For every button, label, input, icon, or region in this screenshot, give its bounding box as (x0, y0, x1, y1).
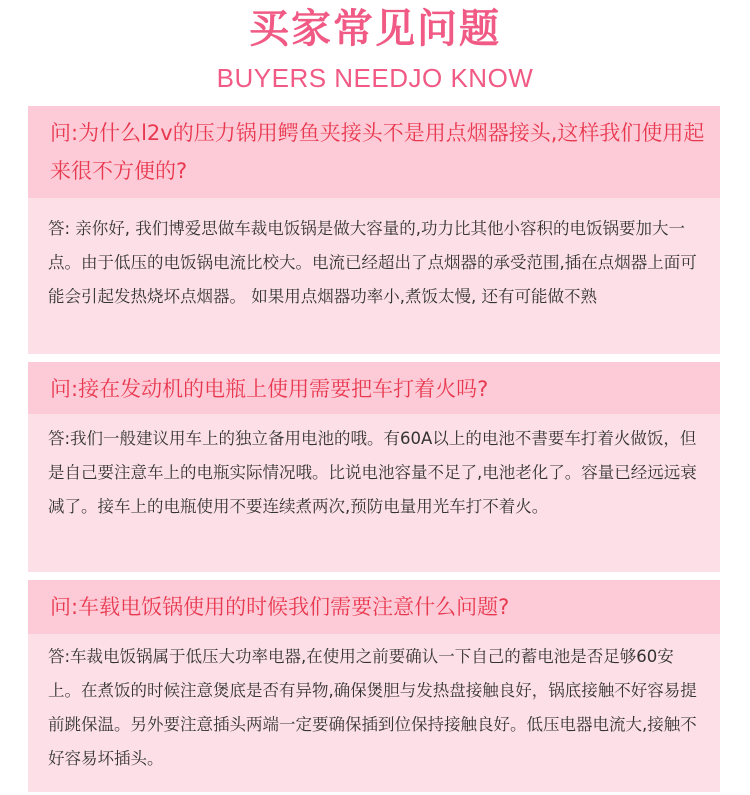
faq-answer: 答:车裁电饭锅属于低压大功率电器,在使用之前要确认一下自己的蓄电池是否足够60安上。在煮饭的时候注意煲底是否有异物,确保煲胆与发热盘接触良好，锅底接触不好容易提前跳保温。另外要注意插头两端一定要确保插到位保持接触良好。低压电器电流大,接触不好容易坏插头。 (48, 647, 697, 768)
faq-question: 问:为什么l2v的压力锅用鳄鱼夹接头不是用点烟器接头,这样我们使用起来很不方便的? (28, 106, 720, 198)
page-title: 买家常见问题 (249, 6, 501, 52)
faq-item (28, 580, 720, 792)
faq-question: 问:车载电饭锅使用的时候我们需要注意什么问题? (28, 580, 720, 634)
faq-item (28, 106, 720, 354)
faq-answer: 答:我们一般建议用车上的独立备用电池的哦。有60A以上的电池不書要车打着火做饭，但是自己要注意车上的电瓶实际情况哦。比说电池容量不足了,电池老化了。容量已经远远衰减了。接车上的电瓶使用不要连续煮两次,预防电量用光车打不着火。 (48, 429, 697, 516)
page-header (0, 0, 750, 98)
page-subtitle: BUYERS NEEDJO KNOW (216, 63, 534, 93)
faq-item (28, 362, 720, 572)
faq-question: 问:接在发动机的电瓶上使用需要把车打着火吗? (28, 362, 720, 414)
faq-answer: 答: 亲你好, 我们博爱思做车裁电饭锅是做大容量的,功力比其他小容积的电饭锅要加大一点。由于低压的电饭锅电流比校大。电流已经超出了点烟器的承受范围,插在点烟器上面可能会引起发热烧坏点烟器。 如果用点烟器功率小,煮饭太慢, 还有可能做不熟 (48, 219, 697, 306)
